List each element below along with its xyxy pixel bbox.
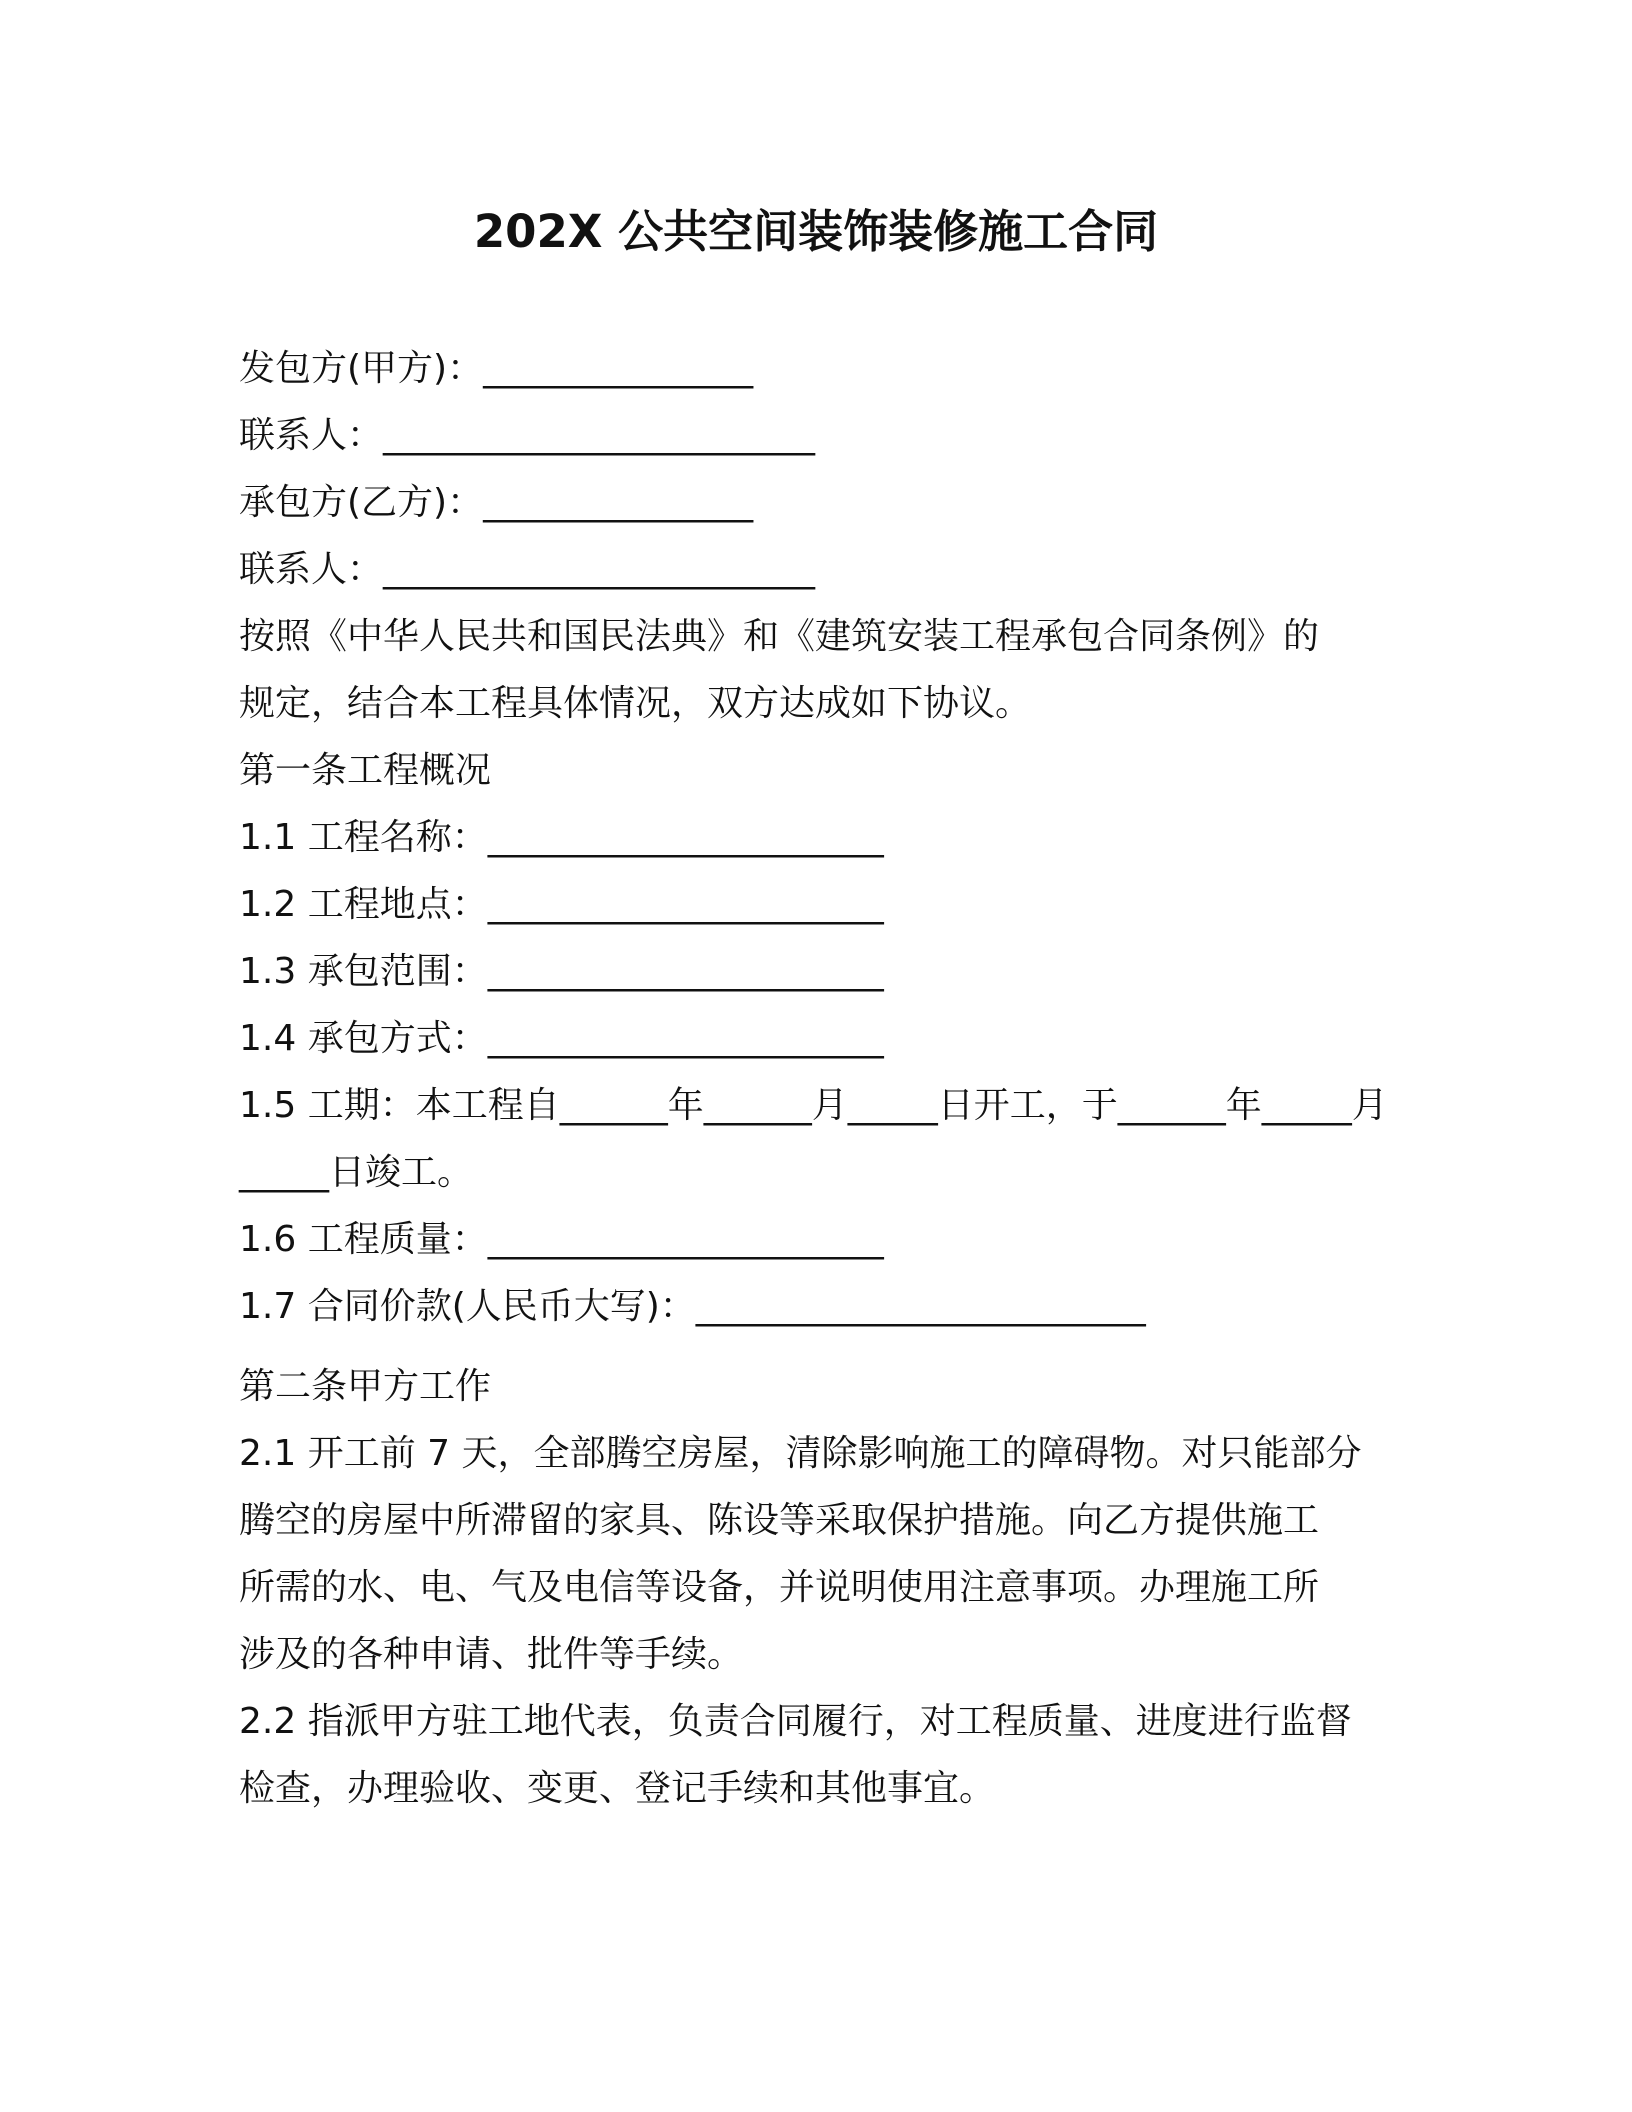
clause-1-5-line-2: _____日竣工。 bbox=[239, 1152, 474, 1193]
party-a-contact-line: 联系人：________________________ bbox=[239, 415, 816, 456]
clause-2-1-line-4: 涉及的各种申请、批件等手续。 bbox=[239, 1634, 744, 1675]
document-body bbox=[239, 335, 1399, 1822]
clause-1-1: 1.1 工程名称：______________________ bbox=[239, 817, 884, 858]
clause-2-1-line-2: 腾空的房屋中所滞留的家具、陈设等采取保护措施。向乙方提供施工 bbox=[239, 1500, 1320, 1541]
party-b-contact-line: 联系人：________________________ bbox=[239, 549, 816, 590]
section-heading-1: 第一条工程概况 bbox=[239, 750, 492, 791]
section-heading-2: 第二条甲方工作 bbox=[239, 1366, 492, 1407]
clause-1-2: 1.2 工程地点：______________________ bbox=[239, 884, 884, 925]
party-a-line: 发包方(甲方)：_______________ bbox=[239, 348, 754, 389]
clause-1-5-line-1: 1.5 工期：本工程自______年______月_____日开工，于______年_____月 bbox=[239, 1085, 1388, 1126]
clause-2-2-line-1: 2.2 指派甲方驻工地代表，负责合同履行，对工程质量、进度进行监督 bbox=[239, 1701, 1352, 1742]
party-b-line: 承包方(乙方)：_______________ bbox=[239, 482, 754, 523]
document-title: 202X 公共空间装饰装修施工合同 bbox=[473, 205, 1159, 258]
preamble-line-2: 规定，结合本工程具体情况，双方达成如下协议。 bbox=[239, 683, 1032, 724]
clause-2-1-line-3: 所需的水、电、气及电信等设备，并说明使用注意事项。办理施工所 bbox=[239, 1567, 1320, 1608]
clause-2-2-line-2: 检查，办理验收、变更、登记手续和其他事宜。 bbox=[239, 1768, 996, 1809]
clause-1-4: 1.4 承包方式：______________________ bbox=[239, 1018, 884, 1059]
clause-2-1-line-1: 2.1 开工前 7 天，全部腾空房屋，清除影响施工的障碍物。对只能部分 bbox=[239, 1433, 1362, 1474]
preamble-line-1: 按照《中华人民共和国民法典》和《建筑安装工程承包合同条例》的 bbox=[239, 616, 1320, 657]
clause-1-7: 1.7 合同价款(人民币大写)：_________________________ bbox=[239, 1286, 1146, 1327]
clause-1-6: 1.6 工程质量：______________________ bbox=[239, 1219, 884, 1260]
clause-1-3: 1.3 承包范围：______________________ bbox=[239, 951, 884, 992]
